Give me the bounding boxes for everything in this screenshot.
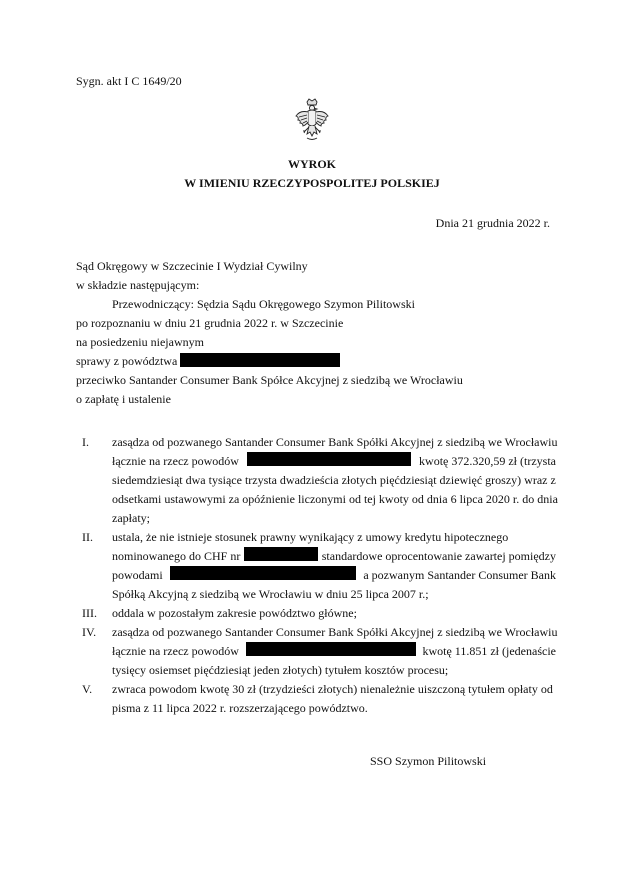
presiding-judge: Przewodniczący: Sędzia Sądu Okręgowego Szymon Pilitowski [112,297,415,311]
case-subject: o zapłatę i ustalenie [76,392,171,406]
text-fragment: a pozwanym Santander Consumer Bank [363,568,556,582]
text-fragment: kwotę 11.851 zł (jedenaście [422,644,556,658]
case-signature: Sygn. akt I C 1649/20 [76,74,182,88]
judgment-date: Dnia 21 grudnia 2022 r. [435,216,550,230]
polish-eagle-emblem-icon [294,98,330,142]
item-text-line: odsetkami ustawowymi za opóźnienie liczonymi od tej kwoty od dnia 6 lipca 2020 r. do dnia [112,492,558,506]
ruling-item-4 [76,623,556,680]
item-number: II. [82,530,93,544]
hearing-info: po rozpoznaniu w dniu 21 grudnia 2022 r. w Szczecinie [76,316,344,330]
redaction-block [244,547,318,561]
ruling-items [76,433,556,718]
item-text-line: Spółką Akcyjną z siedzibą we Wrocławiu w dniu 25 lipca 2007 r.; [112,587,429,601]
session-type: na posiedzeniu niejawnym [76,335,204,349]
composition-label: w składzie następującym: [76,278,200,292]
item-number: V. [82,682,93,696]
item-number: IV. [82,625,97,639]
ruling-item-3 [76,604,556,623]
item-text-line: zasądza od pozwanego Santander Consumer Bank Spółki Akcyjnej z siedzibą we Wrocławiu [112,435,558,449]
text-fragment: łącznie na rzecz powodów [112,644,239,658]
intro-section [76,257,556,409]
item-text-line [112,642,556,661]
item-number: I. [82,435,89,449]
redaction-block [246,642,416,656]
item-text-line: oddala w pozostałym zakresie powództwo główne; [112,606,357,620]
item-text-line: tysięcy osiemset pięćdziesiąt jeden złotych) tytułem kosztów procesu; [112,663,449,677]
case-plaintiff-line [76,352,556,371]
item-text-line [112,566,556,585]
text-fragment: nominowanego do CHF nr [112,549,241,563]
document-subtitle: W IMIENIU RZECZYPOSPOLITEJ POLSKIEJ [184,176,440,190]
text-fragment: powodami [112,568,163,582]
item-text-line: zwraca powodom kwotę 30 zł (trzydzieści złotych) nienależnie uiszczoną tytułem opłaty od [112,682,553,696]
item-text-line: zapłaty; [112,511,150,525]
item-number: III. [82,606,97,620]
item-text-line [112,547,556,566]
court-name: Sąd Okręgowy w Szczecinie I Wydział Cywilny [76,259,308,273]
text-fragment: kwotę 372.320,59 zł (trzysta [419,454,556,468]
case-prefix: sprawy z powództwa [76,354,178,368]
item-text-line: zasądza od pozwanego Santander Consumer Bank Spółki Akcyjnej z siedzibą we Wrocławiu [112,625,558,639]
redaction-block [170,566,356,580]
judge-signature: SSO Szymon Pilitowski [370,754,487,768]
item-text-line: siedemdziesiąt dwa tysiące trzysta dwadzieścia złotych pięćdziesiąt dziewięć groszy) wraz z [112,473,556,487]
ruling-item-1 [76,433,556,528]
redaction-block [180,353,340,367]
redaction-block [247,452,411,466]
ruling-item-5 [76,680,556,718]
defendant-line: przeciwko Santander Consumer Bank Spółce Akcyjnej z siedzibą we Wrocławiu [76,373,463,387]
item-text-line: ustala, że nie istnieje stosunek prawny wynikający z umowy kredytu hipotecznego [112,530,509,544]
ruling-item-2 [76,528,556,604]
text-fragment: łącznie na rzecz powodów [112,454,239,468]
item-text-line: pisma z 11 lipca 2022 r. rozszerzającego powództwo. [112,701,368,715]
text-fragment: standardowe oprocentowanie zawartej pomiędzy [321,549,556,563]
document-title: WYROK [288,157,336,171]
item-text-line [112,452,556,471]
